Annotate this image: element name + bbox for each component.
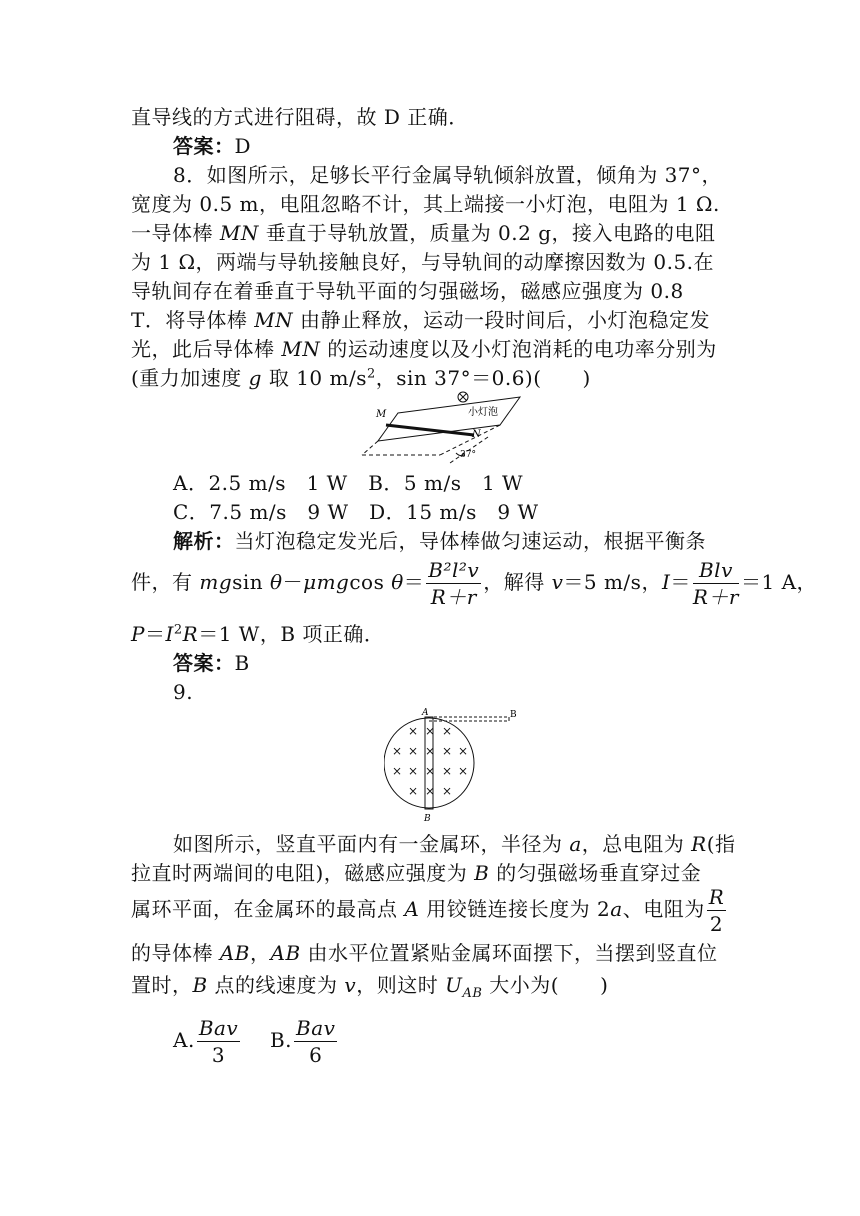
question-8-line: 8．如图所示，足够长平行金属导轨倾斜放置，倾角为 37°， [173,163,723,187]
options-row [173,497,773,527]
option-B[interactable]: B．5 m/s 1 W [368,471,524,495]
question-9-line: 拉直时两端间的电阻)，磁感应强度为 B 的匀强磁场垂直穿过金 [131,861,702,885]
question-8-line: 为 1 Ω，两端与导轨接触良好，与导轨间的动摩擦因数为 0.5.在 [131,250,715,274]
solution-formula-line: 件，有 mgsin θ－μmgcos θ＝ $\frac{\text{B²l²v}}{R+r}$ ，解得 v＝5 m/s，I＝ $\frac{\text{Blv}}{R+r}$ ＝1 A， [131,558,818,609]
field-cross: × [442,784,453,798]
field-cross: × [442,744,453,758]
field-cross: × [425,744,436,758]
option-A[interactable]: A．2.5 m/s 1 W [173,471,348,495]
question-9-line: 的导体棒 AB，AB 由水平位置紧贴金属环面摆下，当摆到竖直位 [131,941,718,965]
label-lamp: 小灯泡 [468,407,498,418]
field-cross: × [458,764,469,778]
question-9-line: 属环平面，在金属环的最高点 A 用铰链连接长度为 2a、电阻为 $\frac{R}{2}$ [131,885,725,936]
field-cross: × [408,784,419,798]
options-row [173,468,773,498]
magnetic-field-crosses [392,724,468,798]
label-N: N [472,429,481,440]
answer-7: 答案：D [173,134,252,158]
text-line: 直导线的方式进行阻碍，故 D 正确． [131,105,469,129]
field-cross: × [442,764,453,778]
fraction: $\frac{\text{Bav}}{3}$ [198,1016,239,1067]
field-cross: × [392,764,403,778]
question-8-line: 一导体棒 MN 垂直于导轨放置，质量为 0.2 g，接入电路的电阻 [131,221,716,245]
ring-rod-figure [384,705,524,825]
question-9-number: 9. [173,680,194,704]
fraction: $\frac{R}{2}$ [708,885,725,936]
field-cross: × [408,724,419,738]
solution-line: 解析：当灯泡稳定发光后，导体棒做匀速运动，根据平衡条 [173,529,706,553]
question-9-line: 如图所示，竖直平面内有一金属环，半径为 a，总电阻为 R(指 [173,832,736,856]
label-M: M [376,409,387,420]
question-8-line: (重力加速度 g 取 10 $m/s^2$，sin 37°＝0.6)( ) [131,366,591,390]
fraction: $\frac{\text{Bav}}{6}$ [296,1016,336,1067]
field-cross: × [425,724,436,738]
field-cross: × [458,744,469,758]
question-8-line: T．将导体棒 MN 由静止释放，运动一段时间后，小灯泡稳定发 [131,308,711,332]
label-A: A [422,708,429,718]
label-B-bottom: B [424,814,431,824]
question-9-options [173,1012,773,1068]
inclined-rails-figure [360,385,540,465]
fraction: $\frac{\text{Blv}}{R+r}$ [692,558,739,609]
option-C[interactable]: C．7.5 m/s 9 W [173,500,349,524]
field-cross: × [425,764,436,778]
label-B-top: B [510,710,517,720]
question-8-line: 光，此后导体棒 MN 的运动速度以及小灯泡消耗的电功率分别为 [131,337,717,361]
field-cross: × [425,784,436,798]
field-cross: × [392,744,403,758]
field-cross: × [442,724,453,738]
field-cross: × [408,764,419,778]
question-8-line: 导轨间存在着垂直于导轨平面的匀强磁场，磁感应强度为 0.8 [131,279,684,303]
option-9A[interactable]: A. $\frac{\text{Bav}}{3}$ [173,1016,239,1067]
answer-8: 答案：B [173,651,250,675]
solution-line: $P=I^2R=1$ W，B 项正确． [131,622,385,646]
option-9B[interactable]: B. $\frac{\text{Bav}}{6}$ [269,1016,336,1067]
question-9-line: 置时，B 点的线速度为 v，则这时 $U_{AB}$ 大小为( ) [131,973,609,1001]
fraction: $\frac{\text{B²l²v}}{R+r}$ [428,558,480,609]
field-cross: × [408,744,419,758]
label-angle: 37° [460,450,476,460]
option-D[interactable]: D．15 m/s 9 W [369,500,539,524]
question-8-line: 宽度为 0.5 m，电阻忽略不计，其上端接一小灯泡，电阻为 1 Ω. [131,192,720,216]
